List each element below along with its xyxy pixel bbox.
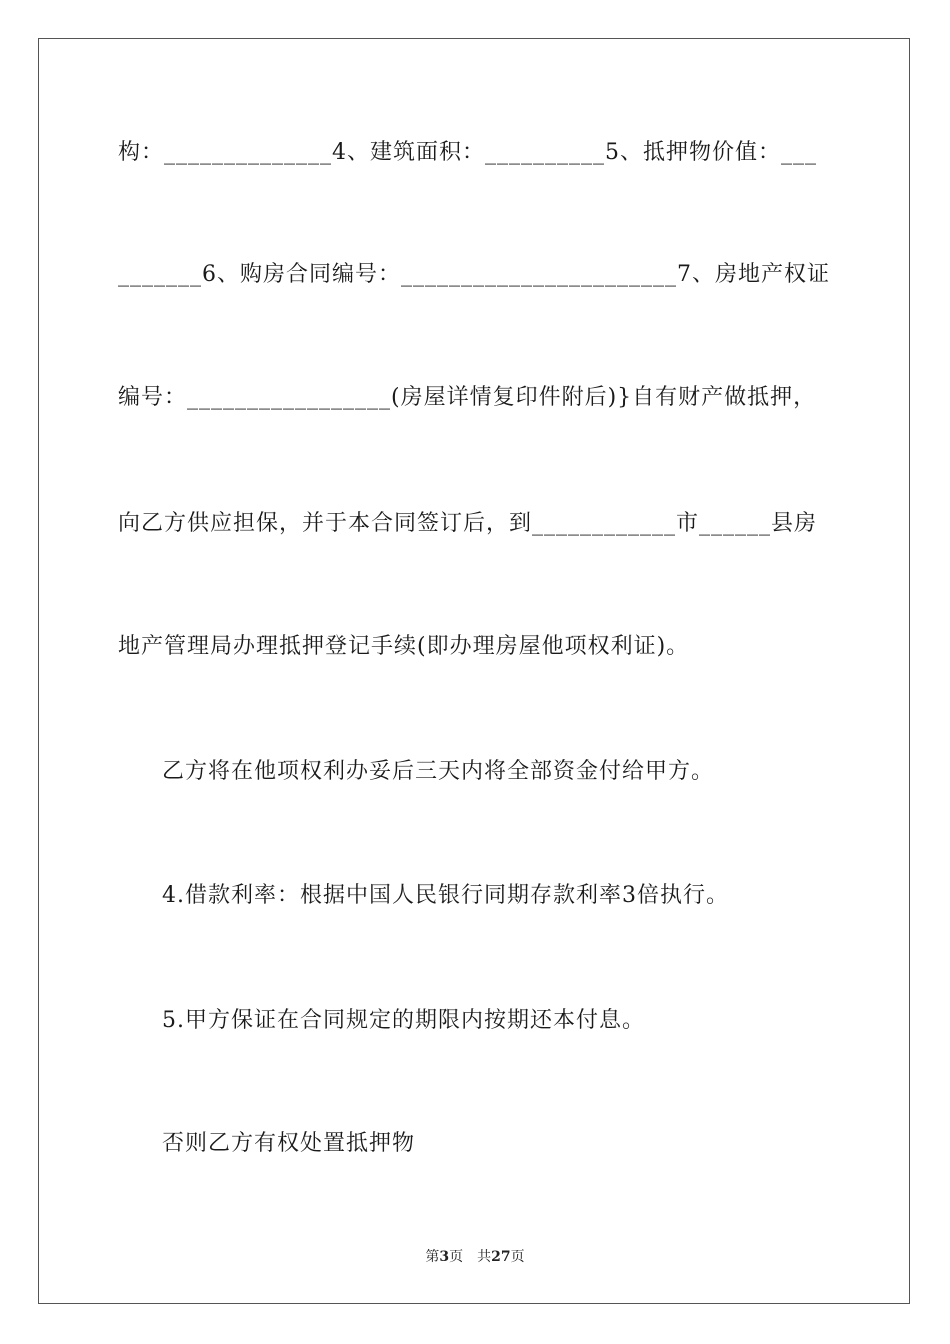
body-line-4: 向乙方供应担保，并于本合同签订后，到____________市______县房 — [118, 511, 818, 536]
footer-total-suffix: 页 — [510, 1249, 525, 1265]
footer-page-word: 页 — [449, 1249, 464, 1265]
body-line-3: 编号：_________________(房屋详情复印件附后)}自有财产做抵押， — [118, 385, 817, 410]
paragraph-disposal: 否则乙方有权处置抵押物 — [162, 1131, 416, 1156]
paragraph-interest-rate: 4.借款利率：根据中国人民银行同期存款利率3倍执行。 — [162, 883, 729, 908]
body-line-2: _______6、购房合同编号：_______________________7、房地产权证 — [118, 262, 830, 287]
page-footer — [0, 1247, 950, 1267]
footer-total-prefix: 共 — [477, 1249, 492, 1265]
body-line-5: 地产管理局办理抵押登记手续(即办理房屋他项权利证)。 — [118, 634, 690, 659]
page-border — [38, 38, 910, 1304]
footer-current-page: 3 — [439, 1249, 450, 1265]
paragraph-repayment: 5.甲方保证在合同规定的期限内按期还本付息。 — [162, 1008, 645, 1033]
paragraph-payment: 乙方将在他项权利办妥后三天内将全部资金付给甲方。 — [162, 759, 715, 784]
footer-prefix: 第 — [425, 1249, 440, 1265]
footer-total-pages: 27 — [491, 1249, 511, 1265]
body-line-1: 构：______________4、建筑面积：__________5、抵押物价值：___ — [118, 140, 817, 165]
